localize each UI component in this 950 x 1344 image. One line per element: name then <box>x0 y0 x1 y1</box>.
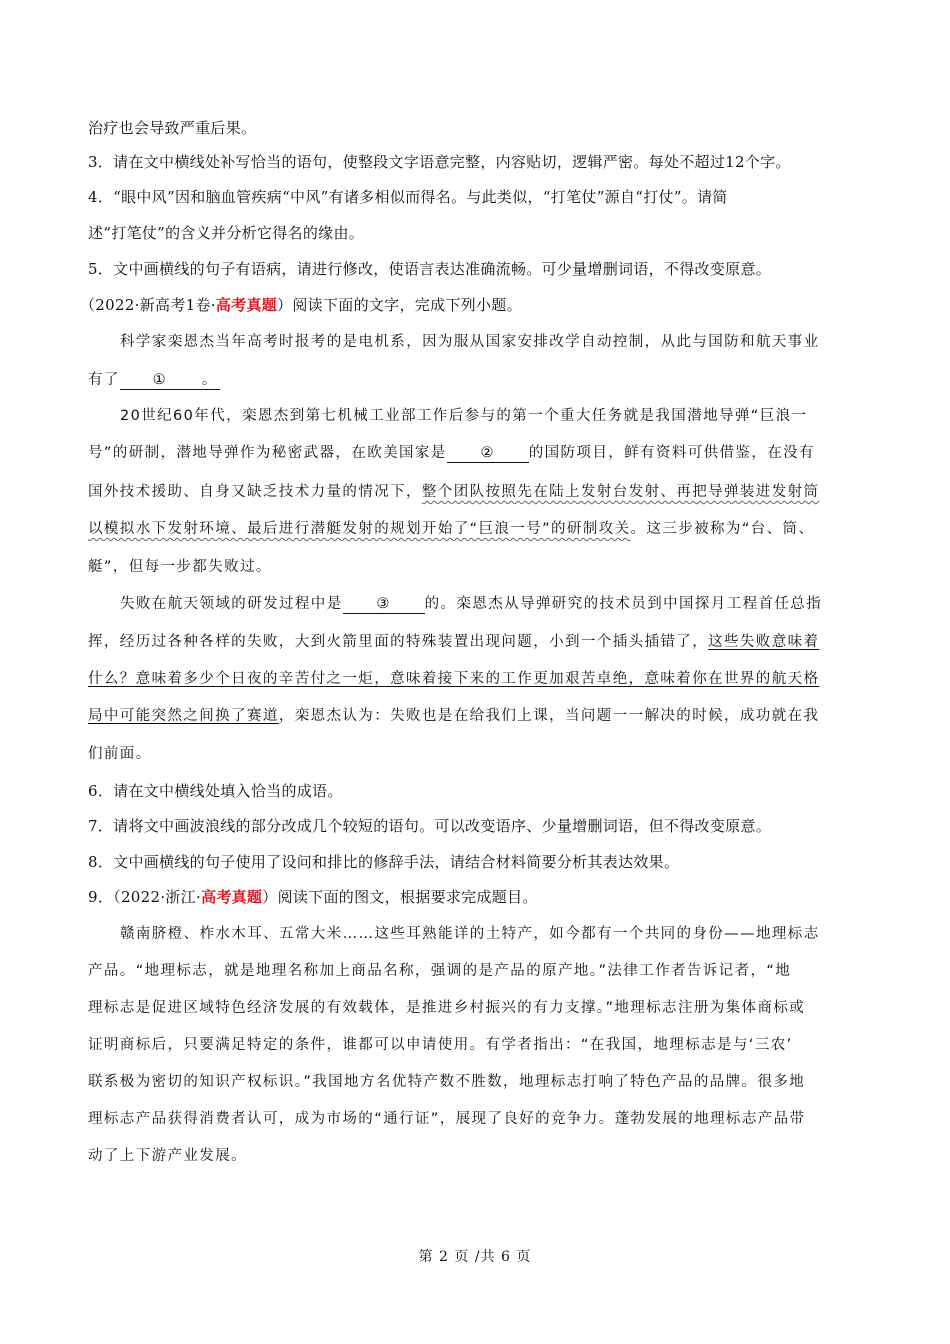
passage-line: 联系极为密切的知识产权标识。”我国地方名优特产数不胜数，地理标志打响了特色产品的品牌。很多地 <box>88 1074 806 1090</box>
passage-line: 赣南脐橙、柞水木耳、五常大米……这些耳熟能详的土特产，如今都有一个共同的身份——地理标志 <box>120 926 820 942</box>
text-line: 治疗也会导致严重后果。 <box>88 119 257 137</box>
question-8: 8．文中画横线的句子使用了设问和排比的修辞手法，请结合材料简要分析其表达效果。 <box>88 853 680 871</box>
passage-line: 理标志是促进区域特色经济发展的有效载体，是推进乡村振兴的有力支撑。”地理标志注册为集体商标或 <box>88 1000 806 1016</box>
question-9 <box>88 886 888 908</box>
passage-text: 国外技术援助、自身又缺乏技术力量的情况下， <box>88 484 422 500</box>
passage-line: 科学家栾恩杰当年高考时报考的是电机系，因为服从国家安排改学自动控制，从此与国防和航天事业 <box>120 334 820 350</box>
source-suffix: ）阅读下面的文字，完成下列小题。 <box>277 296 522 314</box>
passage-text: 有了 <box>88 372 120 388</box>
passage-line: 20世纪60年代，栾恩杰到第七机械工业部工作后参与的第一个重大任务就是我国潜地导弹“巨浪一 <box>120 408 808 424</box>
page-number-footer: 第 2 页 /共 6 页 <box>418 1249 532 1265</box>
question-3: 3．请在文中横线处补写恰当的语句，使整段文字语意完整，内容贴切，逻辑严密。每处不超过12个字。 <box>88 153 791 171</box>
source-prefix: 9．（2022·浙江· <box>88 888 202 906</box>
passage-line <box>88 668 888 690</box>
exam-tag: 高考真题 <box>201 888 263 906</box>
passage-line <box>88 631 888 653</box>
source-suffix: ）阅读下面的图文，根据要求完成题目。 <box>262 888 538 906</box>
passage-line <box>120 593 920 615</box>
underlined-text: 这些失败意味着 <box>708 634 820 650</box>
exam-tag: 高考真题 <box>215 296 278 314</box>
passage-text: 挥，经历过各种各样的失败，大到火箭里面的特殊装置出现问题，小到一个插头插错了， <box>88 634 709 650</box>
passage-line: 动了上下游产业发展。 <box>88 1148 247 1164</box>
passage-line <box>88 481 888 503</box>
passage-text: 失败在航天领域的研发过程中是 <box>120 596 343 612</box>
passage-line <box>88 518 888 540</box>
passage-line <box>88 705 888 727</box>
question-4-line2: 述“打笔仗”的含义并分析它得名的缘由。 <box>88 224 365 242</box>
passage-line: 产品。“地理标志，就是地理名称加上商品名称，强调的是产品的原产地。”法律工作者告诉记者，“地 <box>88 963 792 979</box>
underlined-text: 什么？意味着多少个日夜的辛苦付之一炬，意味着接下来的工作更加艰苦卓绝，意味着你在世界的航天格 <box>88 671 820 687</box>
passage-text: 。这三步被称为“台、筒、 <box>630 521 815 537</box>
question-7: 7．请将文中画波浪线的部分改成几个较短的语句。可以改变语序、少量增删词语，但不得改变原意。 <box>88 817 772 835</box>
passage-line <box>88 369 888 391</box>
blank-3: ③ <box>343 595 425 614</box>
passage-text: 号”的研制，潜地导弹作为秘密武器，在欧美国家是 <box>88 445 447 461</box>
question-4-line1: 4．“眼中风”因和脑血管疾病“中风”有诸多相似而得名。与此类似，“打笔仗”源自“打仗”。请简 <box>88 188 728 206</box>
blank-1: ① <box>120 371 200 390</box>
blank-2: ② <box>447 444 529 463</box>
passage-line: 理标志产品获得消费者认可，成为市场的“通行证”，展现了良好的竞争力。蓬勃发展的地理标志产品带 <box>88 1111 806 1127</box>
passage-text: 的国防项目，鲜有资料可供借鉴，在没有 <box>528 445 815 461</box>
passage-text: ，栾恩杰认为：失败也是在给我们上课，当问题一一解决的时候，成功就在我 <box>278 708 820 724</box>
wavy-underlined-text: 整个团队按照先在陆上发射台发射、再把导弹装进发射筒 <box>421 484 820 500</box>
question-5: 5．文中画横线的句子有语病，请进行修改，使语言表达准确流畅。可少量增删词语，不得改变原意。 <box>88 260 772 278</box>
passage-text: 的。栾恩杰从导弹研究的技术员到中国探月工程首任总指 <box>424 596 823 612</box>
wavy-underlined-text: 以模拟水下发射环境、最后进行潜艇发射的规划开始了“巨浪一号”的研制攻关 <box>88 521 631 537</box>
underlined-text: 局中可能突然之间换了赛道 <box>88 708 279 724</box>
source-prefix: （2022·新高考1卷· <box>80 296 216 314</box>
passage-line: 艇”，但每一步都失败过。 <box>88 559 272 575</box>
blank-1-end: 。 <box>200 371 220 390</box>
passage-line: 证明商标后，只要满足特定的条件，谁都可以申请使用。有学者指出：“在我国，地理标志是与‘三农’ <box>88 1037 793 1053</box>
question-6: 6．请在文中横线处填入恰当的成语。 <box>88 782 343 800</box>
passage-line: 们前面。 <box>88 746 152 762</box>
passage-line <box>88 442 888 464</box>
source-heading-1 <box>80 294 880 316</box>
